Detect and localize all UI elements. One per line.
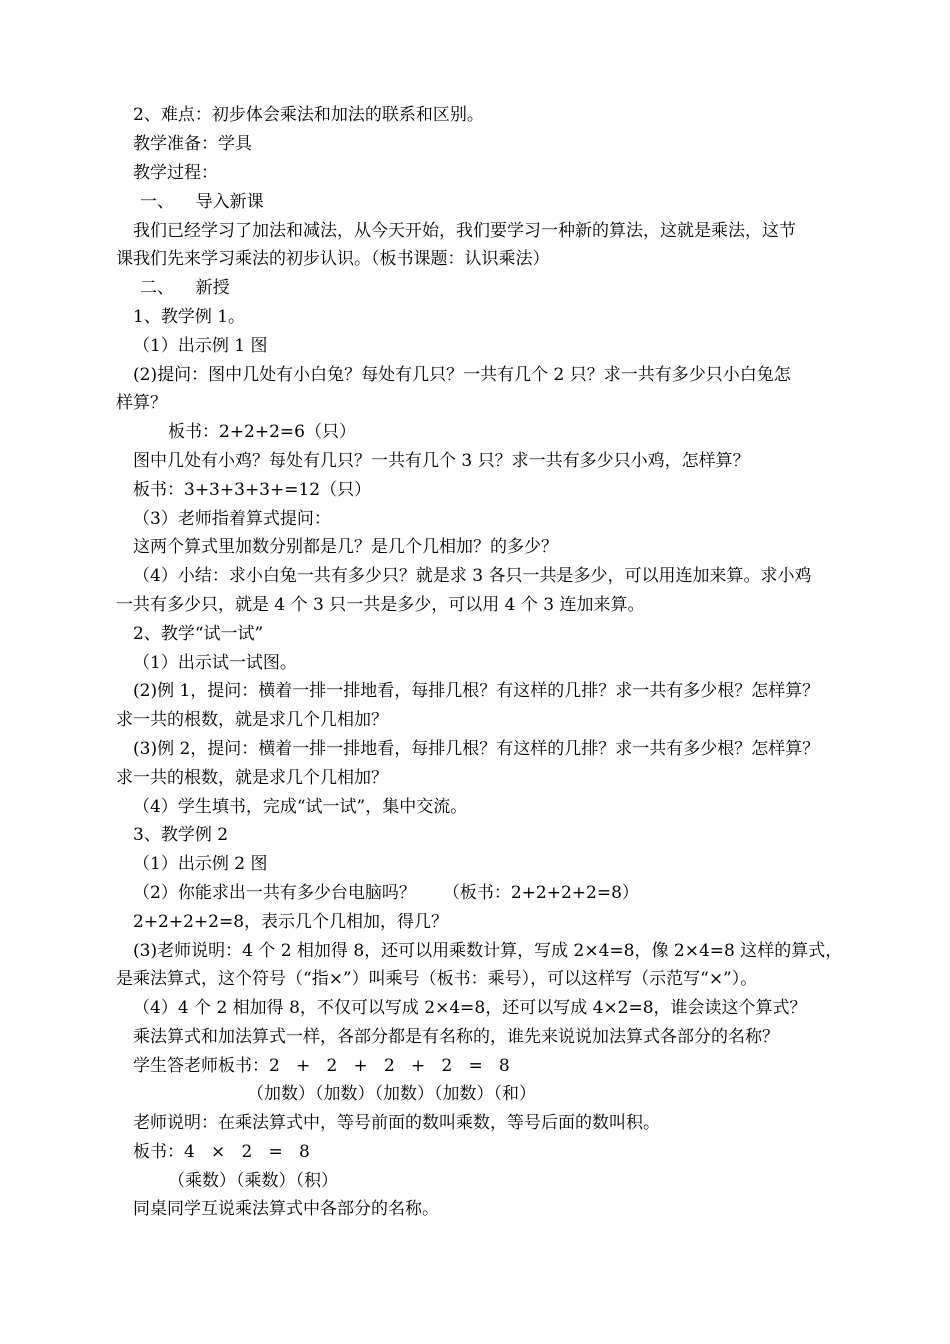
- board-writing-line: 板书：2+2+2=6（只）: [168, 422, 356, 442]
- paragraph-line: 样算？: [116, 393, 167, 413]
- paragraph-line: 1、教学例 1。: [133, 307, 246, 327]
- multiplication-formula-line: 板书：4 × 2 = 8: [133, 1142, 310, 1162]
- paragraph-line: 3、教学例 2: [133, 825, 229, 845]
- paragraph-line: (3)老师说明：4 个 2 相加得 8，还可以用乘数计算，写成 2×4=8，像 2×4=8 这样的算式，: [133, 941, 843, 961]
- paragraph-line: 我们已经学习了加法和减法，从今天开始，我们要学习一种新的算法，这就是乘法，这节: [133, 221, 796, 241]
- paragraph-line: (2)提问：图中几处有小白兔？每处有几只？一共有几个 2 只？求一共有多少只小白兔怎: [133, 365, 791, 385]
- section-heading-new: 二、 新授: [140, 278, 230, 298]
- line-process-heading: 教学过程：: [133, 163, 218, 183]
- board-writing-line: 板书：3+3+3+3+=12（只）: [133, 480, 372, 500]
- addition-formula-line: 学生答老师板书：2 + 2 + 2 + 2 = 8: [133, 1056, 510, 1076]
- paragraph-line: （1）出示例 1 图: [133, 336, 268, 356]
- paragraph-line: （1）出示例 2 图: [133, 854, 268, 874]
- paragraph-line: 老师说明：在乘法算式中，等号前面的数叫乘数，等号后面的数叫积。: [133, 1113, 660, 1133]
- paragraph-line: （4）4 个 2 相加得 8，不仅可以写成 2×4=8，还可以写成 4×2=8，谁会读这个算式？: [133, 998, 807, 1018]
- paragraph-line: 这两个算式里加数分别都是几？是几个几相加？的多少？: [133, 537, 558, 557]
- paragraph-line: 同桌同学互说乘法算式中各部分的名称。: [133, 1199, 439, 1219]
- paragraph-line: （1）出示试一试图。: [133, 653, 297, 673]
- paragraph-line: 课我们先来学习乘法的初步认识。（板书课题：认识乘法）: [116, 249, 550, 269]
- paragraph-line: 乘法算式和加法算式一样，各部分都是有名称的，谁先来说说加法算式各部分的名称？: [133, 1027, 779, 1047]
- paragraph-line: 2+2+2+2=8，表示几个几相加，得几？: [133, 912, 449, 932]
- paragraph-line: 求一共的根数，就是求几个几相加？: [116, 710, 388, 730]
- section-heading-intro: 一、 导入新课: [140, 192, 264, 212]
- paragraph-line: 2、教学“试一试”: [133, 624, 264, 644]
- paragraph-line: 是乘法算式，这个符号（“指×”）叫乘号（板书：乘号），可以这样写（示范写“×”）。: [116, 969, 758, 989]
- multiplication-part-names: （乘数）（乘数）（积）: [168, 1171, 338, 1191]
- paragraph-line: （3）老师指着算式提问：: [133, 509, 331, 529]
- addition-part-names: （加数）（加数）（加数）（加数）（和）: [247, 1084, 536, 1104]
- line-difficulty: 2、难点：初步体会乘法和加法的联系和区别。: [133, 105, 484, 125]
- paragraph-line: 一共有多少只，就是 4 个 3 只一共是多少，可以用 4 个 3 连加来算。: [116, 595, 645, 615]
- paragraph-line: （4）小结：求小白兔一共有多少只？就是求 3 各只一共是多少，可以用连加来算。求小鸡: [133, 566, 812, 586]
- paragraph-line: 求一共的根数，就是求几个几相加？: [116, 768, 388, 788]
- paragraph-line: （4）学生填书，完成“试一试”，集中交流。: [133, 797, 468, 817]
- paragraph-line: 图中几处有小鸡？每处有几只？一共有几个 3 只？求一共有多少只小鸡，怎样算？: [133, 451, 750, 471]
- paragraph-line: (2)例 1，提问：横着一排一排地看，每排几根？有这样的几排？求一共有多少根？怎样算？: [133, 681, 820, 701]
- paragraph-line: （2）你能求出一共有多少台电脑吗？ （板书：2+2+2+2=8）: [133, 883, 639, 903]
- line-preparation: 教学准备：学具: [133, 134, 252, 154]
- paragraph-line: (3)例 2，提问：横着一排一排地看，每排几根？有这样的几排？求一共有多少根？怎样算？: [133, 739, 820, 759]
